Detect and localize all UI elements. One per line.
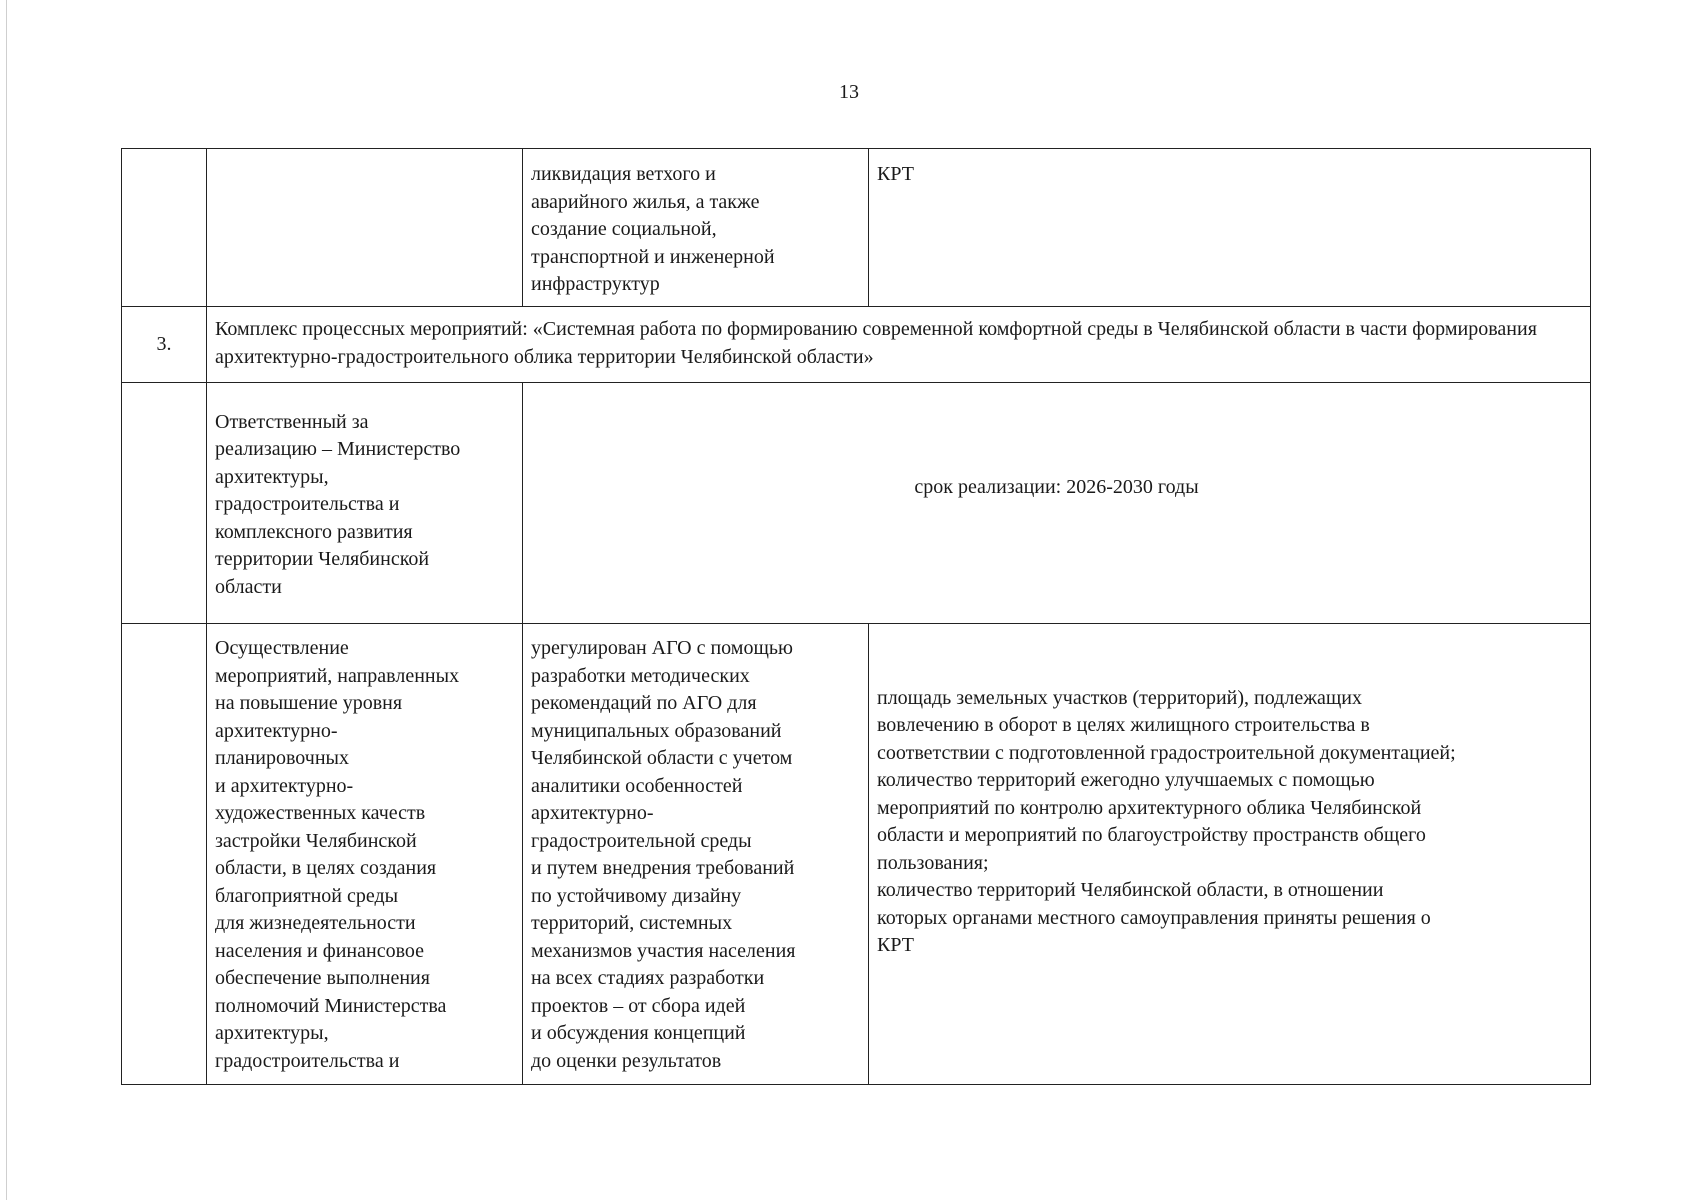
measure-cell bbox=[207, 149, 523, 307]
result-cell bbox=[523, 149, 869, 307]
measure-cell bbox=[207, 624, 523, 1085]
scan-edge-line bbox=[6, 0, 7, 1200]
responsible-cell bbox=[207, 383, 523, 624]
table-row bbox=[122, 383, 1591, 624]
table-row bbox=[122, 624, 1591, 1085]
indicator-cell bbox=[869, 149, 1591, 307]
indicator-text: КРТ bbox=[877, 163, 914, 185]
responsible-text: Ответственный за реализацию – Министерство архитектуры, градостроительства и комплексного развития территории Челябинской области bbox=[215, 410, 461, 598]
complex-title-cell bbox=[207, 307, 1591, 383]
table-row bbox=[122, 307, 1591, 383]
row-number: 3. bbox=[156, 332, 172, 355]
page-number: 13 bbox=[839, 81, 859, 103]
row-number-cell bbox=[122, 383, 207, 624]
term-text: срок реализации: 2026-2030 годы bbox=[914, 476, 1199, 499]
indicator-text: площадь земельных участков (территорий), подлежащих вовлечению в оборот в целях жилищного строительства в соответствии с подготовленной градостроительной документацией; количество территорий ежегодно улучшаемых с помощью мероприятий по контролю архитектурного облика Челябинской области и мероприятий по благоустройству пространств общего пользования; количество территорий Челябинской области, в отношении которых органами местного самоуправления приняты решения о КРТ bbox=[877, 686, 1456, 956]
result-text: ликвидация ветхого и аварийного жилья, а также создание социальной, транспортной и инженерной инфраструктур bbox=[531, 163, 775, 295]
result-text: урегулирован АГО с помощью разработки методических рекомендаций по АГО для муниципальных образований Челябинской области с учетом аналитики особенностей архитектурно- градостроительной среды и путем внедрения требований по устойчивому дизайну территорий, системных механизмов участия населения на всех стадиях разработки проектов – от сбора идей и обсуждения концепций до оценки результатов bbox=[531, 637, 796, 1072]
row-number-cell bbox=[122, 149, 207, 307]
complex-title: Комплекс процессных мероприятий: «Системная работа по формированию современной комфортной среды в Челябинской области в части формирования архитектурно-градостроительного облика территории Челябинской области» bbox=[215, 318, 1537, 368]
result-cell bbox=[523, 624, 869, 1085]
row-number-cell bbox=[122, 307, 207, 383]
row-number-cell bbox=[122, 624, 207, 1085]
table-row bbox=[122, 149, 1591, 307]
term-cell bbox=[523, 383, 1591, 624]
measure-text: Осуществление мероприятий, направленных на повышение уровня архитектурно- планировочных и архитектурно- художественных качеств застройки Челябинской области, в целях создания благоприятной среды для жизнедеятельности населения и финансовое обеспечение выполнения полномочий Министерства архитектуры, градостроительства и bbox=[215, 637, 460, 1072]
measures-table bbox=[121, 148, 1591, 1085]
indicator-cell bbox=[869, 624, 1591, 1085]
